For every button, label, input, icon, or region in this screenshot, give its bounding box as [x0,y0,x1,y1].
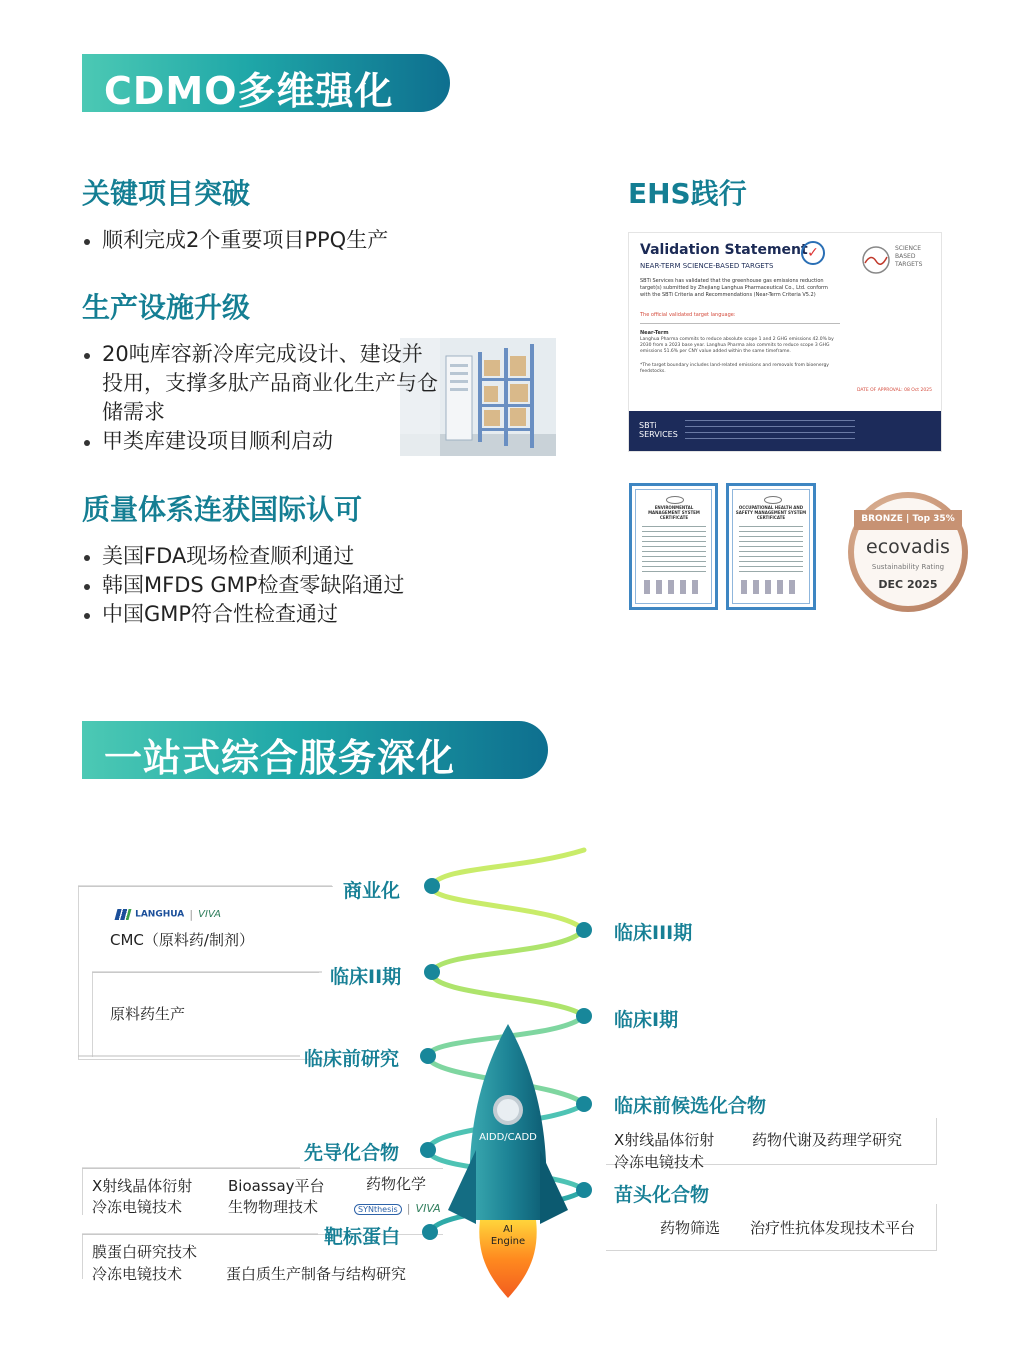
stage-target: 靶标蛋白 [324,1226,401,1248]
ecovadis-brand: ecovadis [866,536,950,558]
ecovadis-label: Sustainability Rating [871,563,945,571]
lead-col2-0: Bioassay平台 [228,1177,325,1195]
target-col1-0: 膜蛋白研究技术 [92,1243,198,1261]
ecovadis-level: BRONZE | Top 35% [861,514,955,524]
heading-facility: 生产设施升级 [82,291,251,324]
validation-title: Validation Statement [640,242,808,258]
section-title: 一站式综合服务深化 [104,736,456,780]
validation-official: The official validated target language: [640,312,736,318]
cmc-text: CMC（原料药/制剂） [110,931,254,949]
stage-dot [424,878,440,894]
boundary-note: *The target boundary includes land-related emissions and removals from bioenergy feedstocks. [640,363,829,374]
rocket-label-ai: AI [503,1224,513,1235]
pcc-col1-0: X射线晶体衍射 [614,1131,715,1149]
section-title: CDMO多维强化 [104,69,394,113]
viva-brand: VIVA [415,1202,441,1215]
list-item: 20吨库容新冷库完成设计、建设并投用，支撑多肽产品商业化生产与仓储需求 [82,340,438,427]
synthesis-brand: SYNthesis [354,1204,402,1215]
lead-col1-0: X射线晶体衍射 [92,1177,193,1195]
rocket-fin-right [540,1150,568,1224]
lead-col1-1: 冷冻电镜技术 [92,1198,183,1216]
list-item: 甲类库建设项目顺利启动 [82,427,438,456]
near-term-text: Langhua Pharma commits to reduce absolute scope 1 and 2 GHG emissions 42.0% by 2030 from a 2023 base year. Langhua Pharma also commits to reduce scope 3 GHG emissions 51.6% per CNY value added within the same timeframe. [640,337,834,354]
hit-col1-0: 药物筛选 [660,1219,721,1237]
stage-phase1: 临床I期 [614,1009,679,1031]
validation-body: SBTi Services has validated that the greenhouse gas emissions reduction target(s) submitted by Zhejiang Langhua Pharmaceutical Co., Ltd. conform with the SBTi Criteria and Recommendations (Near-Term Criteria V5.2) [640,278,828,298]
spiral-strand [432,930,584,1016]
list-item: 美国FDA现场检查顺利通过 [82,542,502,571]
api-text: 原料药生产 [110,1005,186,1023]
hit-col2-0: 治疗性抗体发现技术平台 [750,1219,916,1237]
stage-dot [420,1142,436,1158]
stage-preclinical: 临床前研究 [304,1048,400,1070]
sbti-footer-brand: SBTi SERVICES [639,421,678,439]
stage-pcc: 临床前候选化合物 [614,1095,767,1117]
heading-key-projects: 关键项目突破 [82,177,251,210]
list-item: 顺利完成2个重要项目PPQ生产 [82,226,502,255]
synthesis-logo: SYNthesis | VIVA [354,1197,441,1216]
list-item: 中国GMP符合性检查通过 [82,600,502,629]
stage-phase3: 临床III期 [614,922,693,944]
stage-phase2: 临床II期 [330,966,402,988]
list-item: 韩国MFDS GMP检查零缺陷通过 [82,571,502,600]
pcc-col2-0: 药物代谢及药理学研究 [752,1131,903,1149]
lead-col2-1: 生物物理技术 [228,1198,319,1216]
viva-brand: VIVA [198,909,221,920]
stage-dot [576,1096,592,1112]
stage-dot [424,964,440,980]
pcc-col1-1: 冷冻电镜技术 [614,1153,705,1171]
certificate-title: OCCUPATIONAL HEALTH AND SAFETY MANAGEMENT SYSTEM CERTIFICATE [735,505,807,520]
stage-dot [422,1224,438,1240]
heading-ehs: EHS践行 [628,177,747,210]
target-col2-0: 蛋白质生产制备与结构研究 [226,1265,407,1283]
stage-dot [576,922,592,938]
lead-col3-0: 药物化学 [366,1175,427,1193]
stage-hit: 苗头化合物 [614,1184,710,1206]
target-col1-1: 冷冻电镜技术 [92,1265,183,1283]
validation-subtitle: NEAR-TERM SCIENCE-BASED TARGETS [640,262,774,270]
near-term-label: Near-Term [640,330,669,336]
stage-commercial: 商业化 [343,880,401,902]
stage-dot [576,1182,592,1198]
certificate-title: ENVIRONMENTAL MANAGEMENT SYSTEM CERTIFICATE [648,505,700,520]
rocket-label-engine: Engine [490,1236,526,1247]
langhua-logo: LANGHUA | VIVA [116,904,221,923]
ecovadis-date: DEC 2025 [878,578,938,591]
rocket-window [495,1097,521,1123]
check-icon: ✓ [801,241,825,265]
langhua-brand: LANGHUA [135,909,185,920]
stage-lead: 先导化合物 [304,1142,400,1164]
approval-date: DATE OF APPROVAL: 08 Oct 2025 [857,388,932,393]
sbt-logo-text: SCIENCE BASED TARGETS [895,245,923,268]
heading-quality: 质量体系连获国际认可 [82,493,363,526]
stage-dot [420,1048,436,1064]
stage-dot [576,1008,592,1024]
spiral-strand [432,850,584,930]
rocket-label-aidd: AIDD/CADD [479,1132,537,1143]
